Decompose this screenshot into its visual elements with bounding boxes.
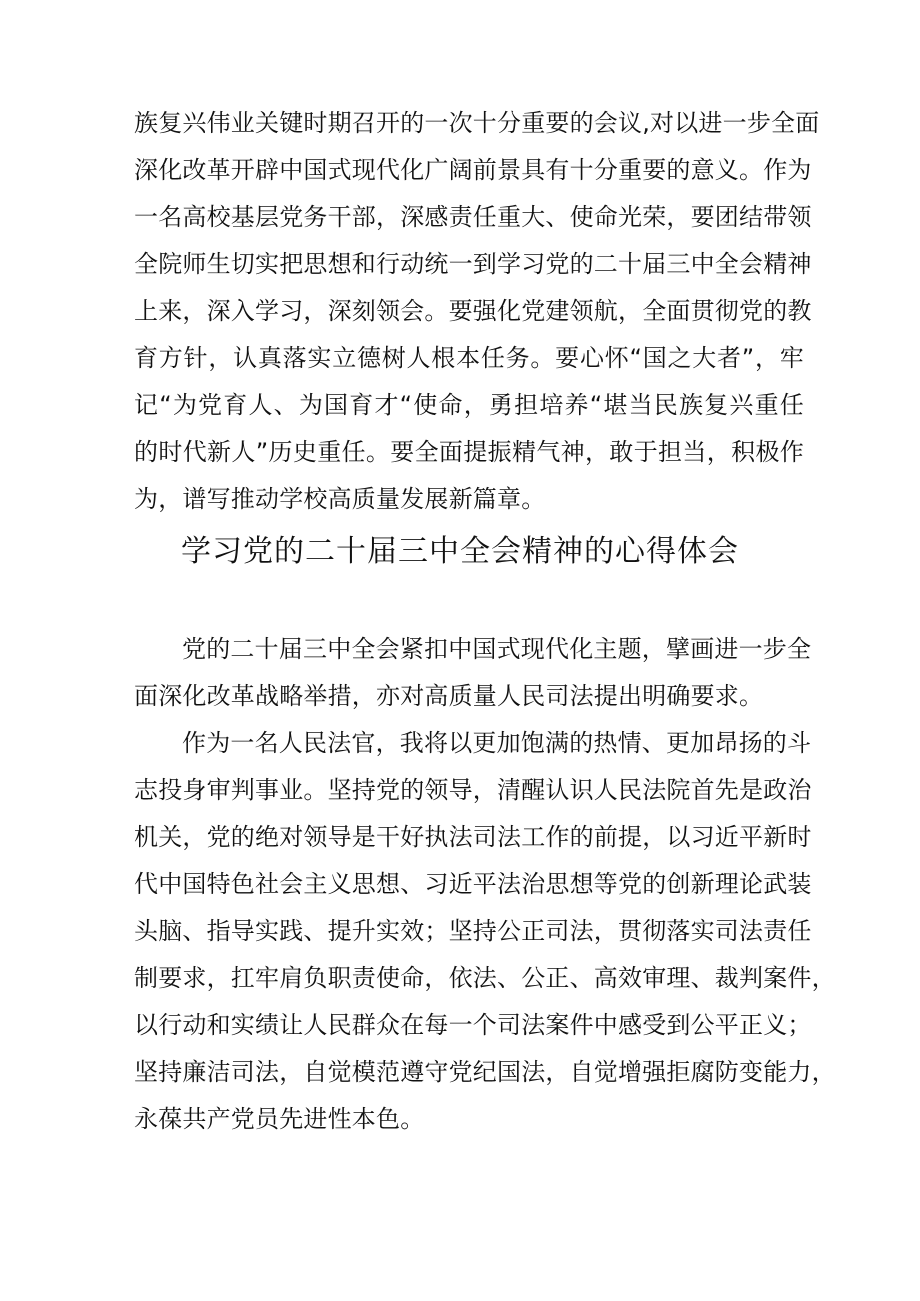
text-line: 全院师生切实把思想和行动统一到学习党的二十届三中全会精神 [134, 250, 812, 278]
text-line: 一名高校基层党务干部，深感责任重大、使命光荣，要团结带领 [134, 203, 812, 231]
text-line: 深化改革开辟中国式现代化广阔前景具有十分重要的意义。作为 [134, 156, 812, 184]
text-line: 育方针，认真落实立德树人根本任务。要心怀“国之大者”，牢 [134, 344, 804, 372]
text-line: 记“为党育人、为国育才“使命，勇担培养“堪当民族复兴重任 [134, 391, 804, 419]
text-line: 机关，党的绝对领导是干好执法司法工作的前提，以习近平新时 [134, 823, 812, 851]
text-line: 党的二十届三中全会紧扣中国式现代化主题，擘画进一步全 [182, 635, 812, 663]
text-line: 作为一名人民法官，我将以更加饱满的热情、更加昂扬的斗 [182, 729, 812, 757]
paragraph-body-2 [134, 720, 836, 1143]
text-line: 制要求，扛牢肩负职责使命，依法、公正、高效审理、裁判案件， [134, 964, 836, 992]
paragraph-intro-continued [134, 100, 820, 523]
text-line: 坚持廉洁司法，自觉模范遵守党纪国法，自觉增强拒腐防变能力， [134, 1058, 836, 1086]
section-title: 学习党的二十届三中全会精神的心得体会 [181, 534, 739, 569]
text-line: 永葆共产党员先进性本色。 [134, 1105, 425, 1133]
text-line: 头脑、指导实践、提升实效；坚持公正司法，贯彻落实司法责任 [134, 917, 812, 945]
text-line: 的时代新人”历史重任。要全面提振精气神，敢于担当，积极作 [134, 438, 804, 466]
text-line: 为，谱写推动学校高质量发展新篇章。 [134, 485, 546, 513]
text-line: 代中国特色社会主义思想、习近平法治思想等党的创新理论武装 [134, 870, 812, 898]
text-line: 以行动和实绩让人民群众在每一个司法案件中感受到公平正义； [134, 1011, 812, 1039]
text-line: 志投身审判事业。坚持党的领导，清醒认识人民法院首先是政治 [134, 776, 812, 804]
text-line: 面深化改革战略举措，亦对高质量人民司法提出明确要求。 [134, 682, 764, 710]
text-line: 上来，深入学习，深刻领会。要强化党建领航，全面贯彻党的教 [134, 297, 812, 325]
text-line: 族复兴伟业关键时期召开的一次十分重要的会议,对以进一步全面 [134, 109, 820, 137]
paragraph-body-1 [134, 626, 812, 720]
